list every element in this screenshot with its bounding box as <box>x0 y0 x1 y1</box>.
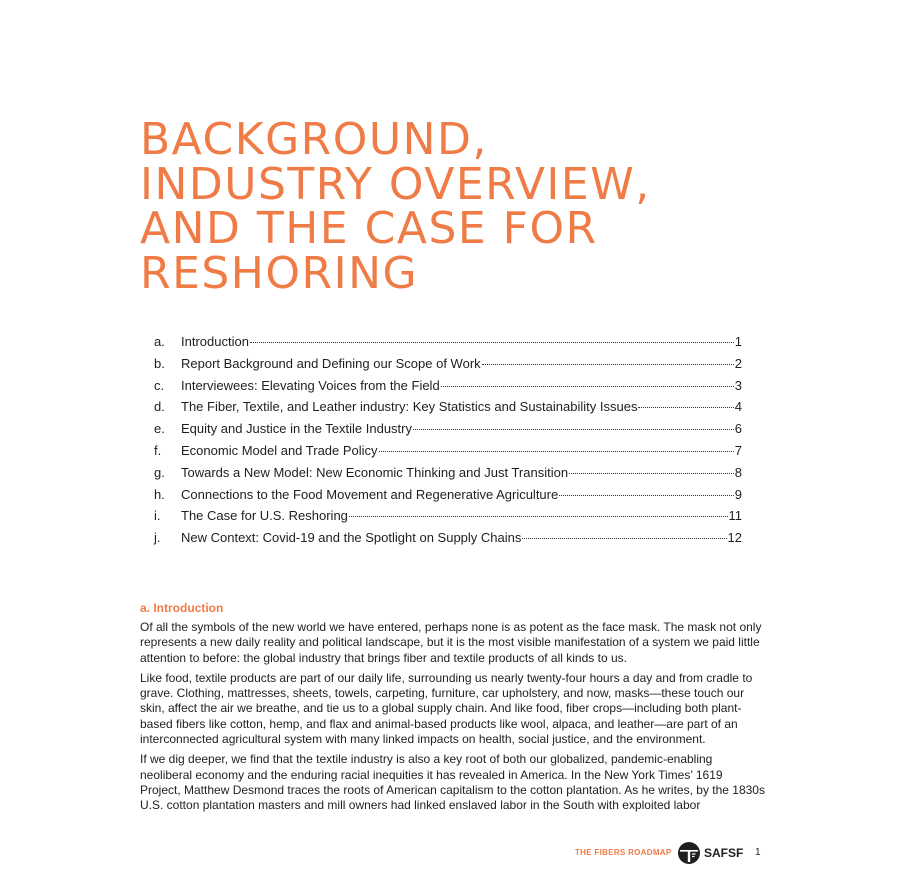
toc-page-number: 12 <box>727 530 742 546</box>
toc-entry-food-movement[interactable] <box>154 487 742 509</box>
body-paragraph: Like food, textile products are part of our daily life, surrounding us nearly twenty-four hours a day and from cradle to grave. Clothing, mattresses, sheets, towels, carpeting, furniture, car upholstery, and now, masks—these touch our skin, affect the air we breathe, and tie us to a global supply chain. And like food, fiber crops—including both plant-based fibers like cotton, hemp, and flax and animal-based products like wool, alpaca, and leather—are part of an interconnected agricultural system with many linked impacts on health, social justice, and the environment. <box>140 670 753 747</box>
toc-entry-equity-justice[interactable] <box>154 421 742 443</box>
page-title <box>140 114 780 299</box>
page-footer <box>575 840 770 866</box>
toc-letter: e. <box>154 421 165 437</box>
toc-title: New Context: Covid-19 and the Spotlight on Supply Chains <box>181 530 522 546</box>
toc-entry-new-model[interactable] <box>154 465 742 487</box>
toc-page-number: 8 <box>734 464 742 480</box>
toc-title: Economic Model and Trade Policy <box>181 442 378 458</box>
page-number: 1 <box>755 847 761 858</box>
toc-page-number: 3 <box>734 377 742 393</box>
toc-dot-leader <box>559 495 734 496</box>
toc-letter: j. <box>154 530 161 546</box>
toc-letter: h. <box>154 486 165 502</box>
title-line: BACKGROUND, <box>140 114 488 165</box>
toc-letter: f. <box>154 442 162 458</box>
toc-dot-leader <box>522 538 726 539</box>
toc-dot-leader <box>638 407 733 408</box>
toc-entry-introduction[interactable] <box>154 334 742 356</box>
toc-entry-report-background[interactable] <box>154 356 742 378</box>
footer-report-title: THE FIBERS ROADMAP <box>575 848 672 857</box>
toc-title: The Case for U.S. Reshoring <box>181 508 348 524</box>
toc-letter: b. <box>154 355 165 371</box>
toc-title: Connections to the Food Movement and Regenerative Agriculture <box>181 486 559 502</box>
toc-entry-interviewees[interactable] <box>154 378 742 400</box>
toc-dot-leader <box>482 364 734 365</box>
title-line: AND THE CASE FOR <box>140 203 598 254</box>
toc-letter: i. <box>154 508 161 524</box>
title-line: RESHORING <box>140 247 419 299</box>
toc-dot-leader <box>413 429 734 430</box>
toc-dot-leader <box>441 386 734 387</box>
toc-letter: g. <box>154 464 165 480</box>
toc-title: Towards a New Model: New Economic Thinking and Just Transition <box>181 464 569 480</box>
toc-title: Interviewees: Elevating Voices from the Field <box>181 377 440 393</box>
logo-wordmark: SAFSF <box>704 846 744 860</box>
toc-entry-key-statistics[interactable] <box>154 399 742 421</box>
toc-title: Report Background and Defining our Scope of Work <box>181 355 481 371</box>
toc-letter: d. <box>154 399 165 415</box>
toc-entry-covid-context[interactable] <box>154 530 742 552</box>
title-line: INDUSTRY OVERVIEW, <box>140 158 651 210</box>
body-paragraph: If we dig deeper, we find that the textile industry is also a key root of both our globalized, pandemic-enabling neoliberal economy and the enduring racial inequities it has revealed in America. In the New York Times’ 1619 Project, Matthew Desmond traces the roots of American capitalism to the cotton plantation. As he writes, by the 1830s U.S. cotton plantation masters and mill owners had linked enslaved labor in the South with exploited labor <box>140 752 765 813</box>
body-text <box>140 620 765 819</box>
toc-dot-leader <box>569 473 734 474</box>
toc-dot-leader <box>250 342 734 343</box>
section-heading: a. Introduction <box>140 601 224 615</box>
toc-page-number: 1 <box>734 334 742 349</box>
table-of-contents <box>154 334 742 552</box>
toc-letter: a. <box>154 334 165 349</box>
toc-page-number: 11 <box>728 508 742 524</box>
toc-page-number: 6 <box>734 421 742 437</box>
toc-entry-economic-model[interactable] <box>154 443 742 465</box>
safsf-logo-icon <box>677 841 701 865</box>
toc-page-number: 9 <box>734 486 742 502</box>
toc-dot-leader <box>379 451 734 452</box>
toc-page-number: 2 <box>734 355 742 371</box>
toc-letter: c. <box>154 377 165 393</box>
toc-page-number: 4 <box>734 399 742 415</box>
toc-entry-reshoring[interactable] <box>154 508 742 530</box>
toc-title: The Fiber, Textile, and Leather industry: Key Statistics and Sustainability Issues <box>181 399 638 415</box>
body-paragraph: Of all the symbols of the new world we have entered, perhaps none is as potent as the face mask. The mask not only represents a new daily reality and political landscape, but it is the most visible manifestation of a system we paid little attention to before: the global industry that brings fiber and textile products of all kinds to us. <box>140 620 762 665</box>
toc-page-number: 7 <box>734 442 742 458</box>
toc-dot-leader <box>349 516 728 517</box>
toc-title: Introduction <box>181 334 249 349</box>
toc-title: Equity and Justice in the Textile Industry <box>181 421 412 437</box>
